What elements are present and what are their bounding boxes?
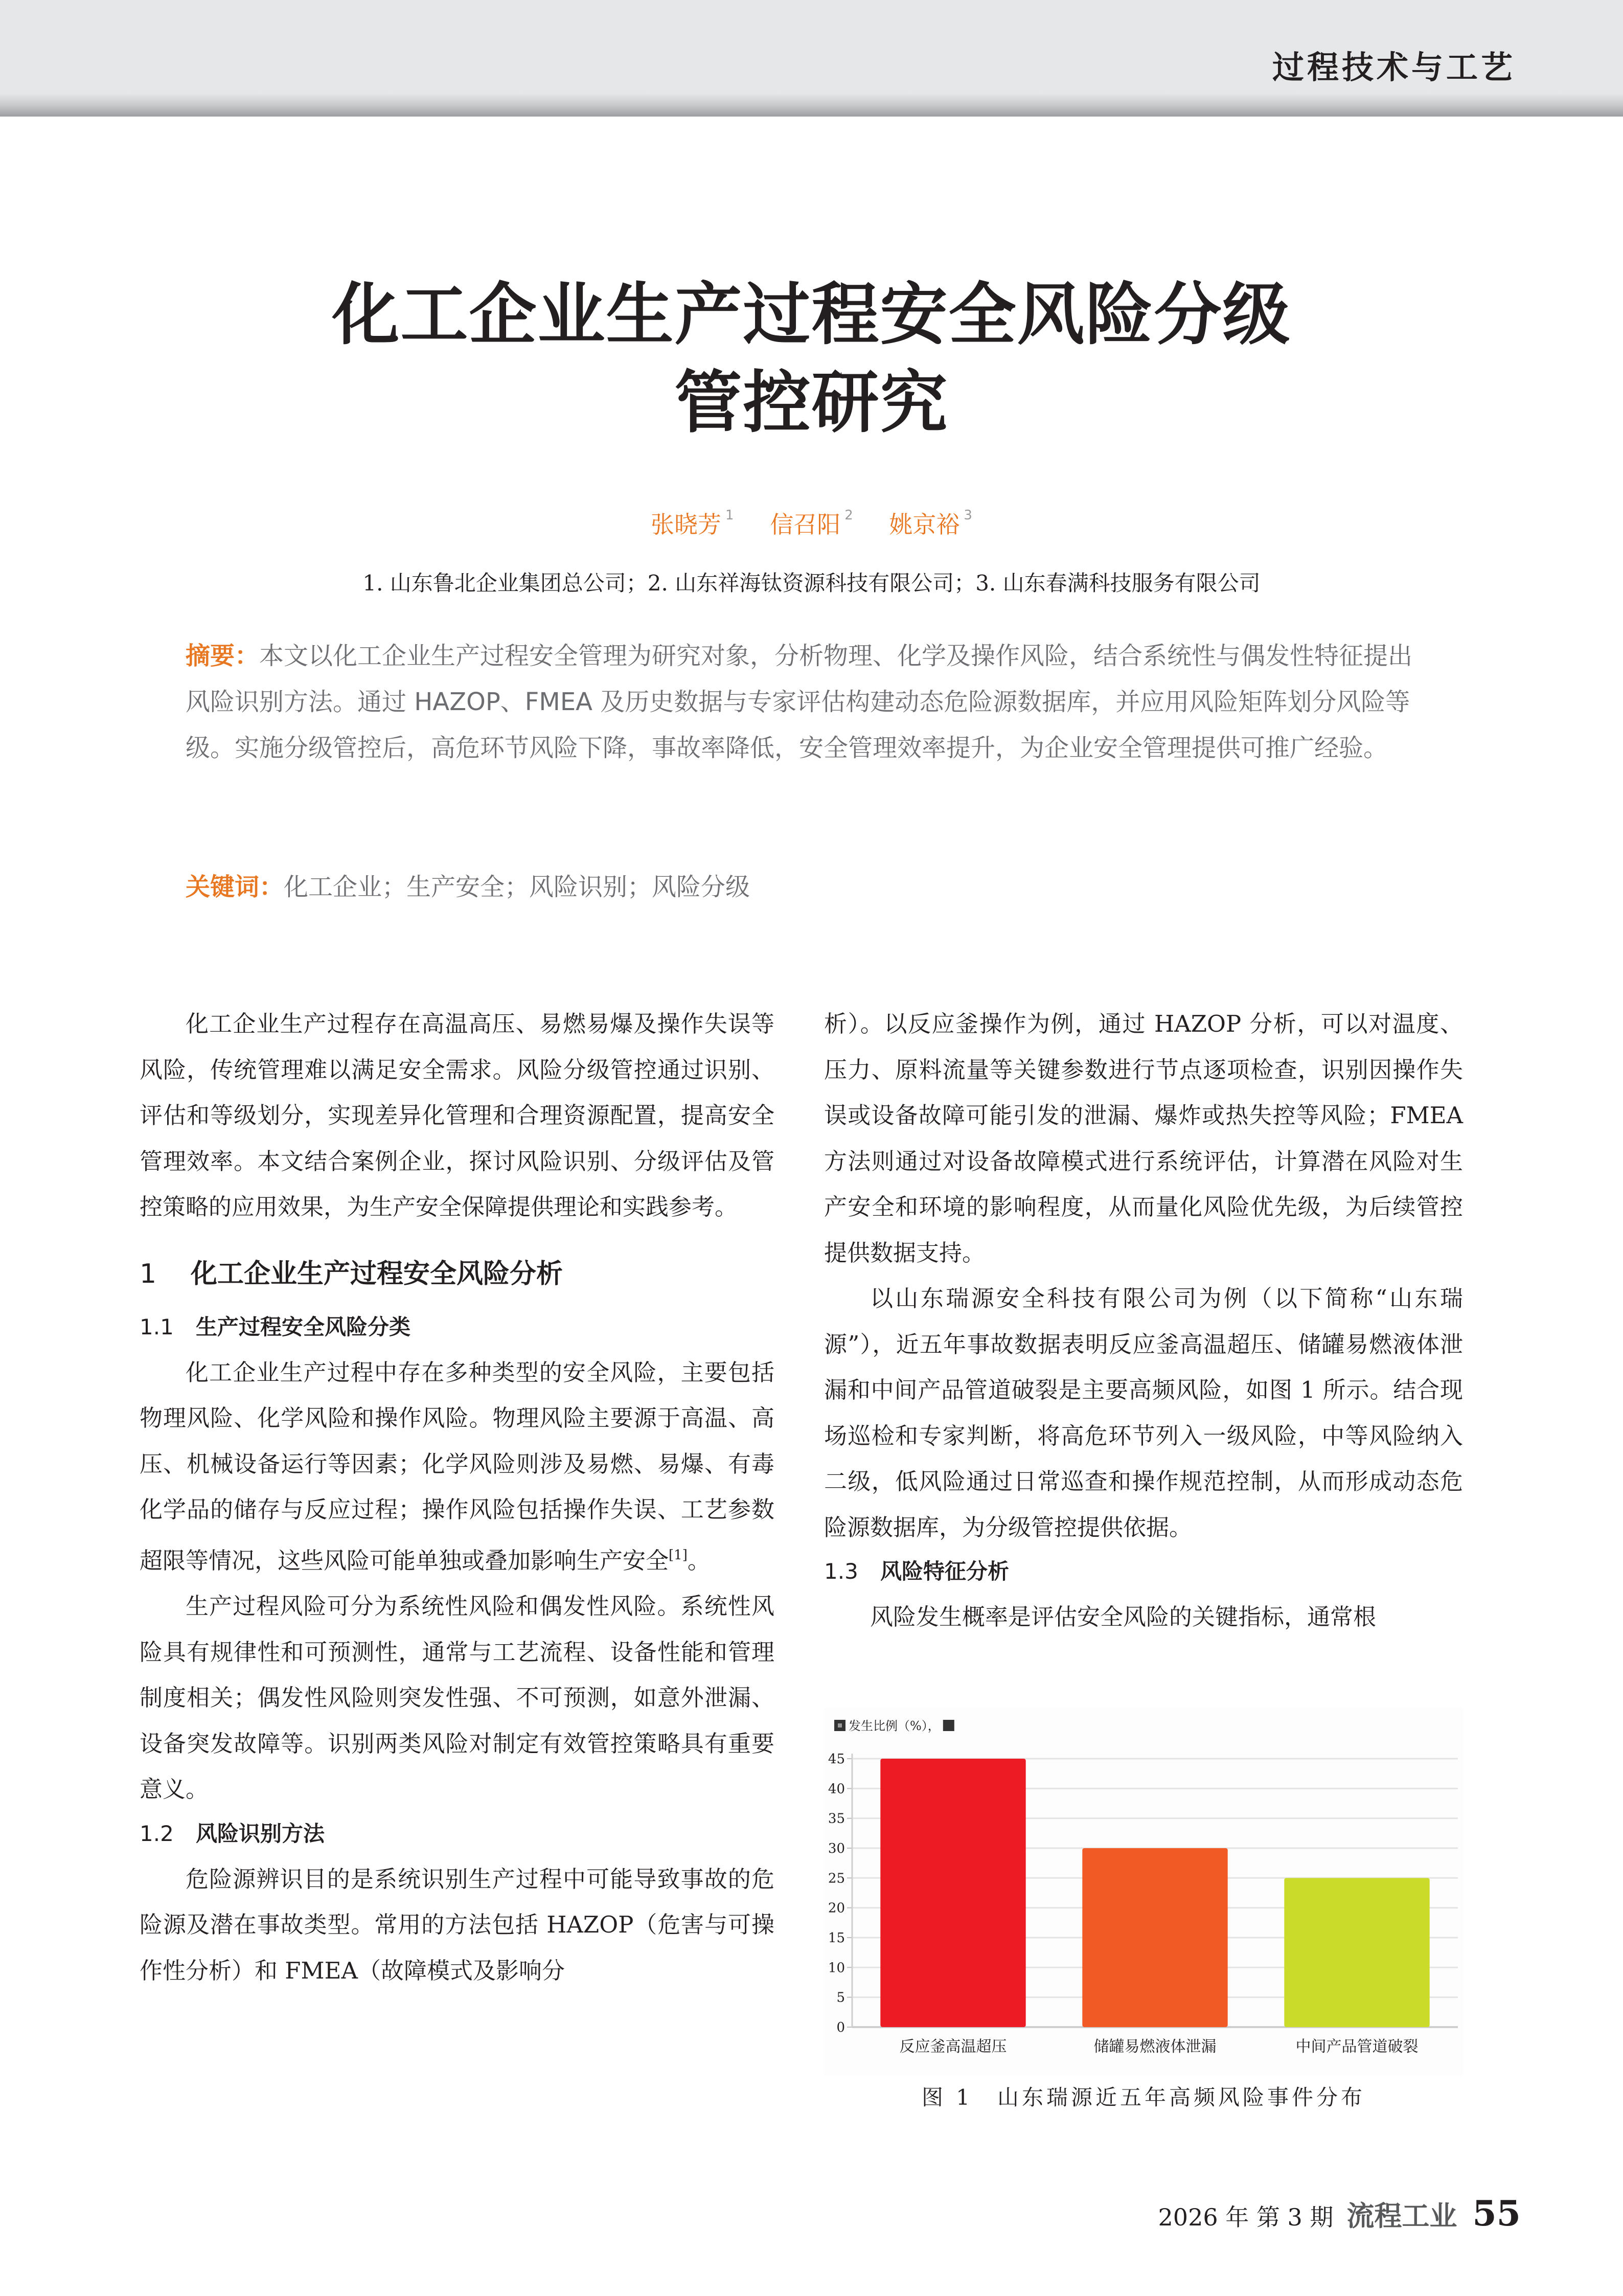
abstract-label: 摘要：: [186, 642, 260, 670]
y-tick-label: 5: [836, 1990, 845, 2006]
journal-name: 流程工业: [1346, 2199, 1457, 2232]
x-tick-label: 反应釜高温超压: [899, 2038, 1007, 2056]
header-bar: [0, 0, 1623, 117]
body-column-left: [140, 1001, 774, 1993]
y-tick-label: 15: [828, 1930, 845, 1946]
paragraph-end: 。: [687, 1547, 711, 1574]
paragraph-1-2-b: 以山东瑞源安全科技有限公司为例（以下简称“山东瑞源”），近五年事故数据表明反应釜高温超压、储罐易燃液体泄漏和中间产品管道破裂是主要高频风险，如图 1 所示。结合现场巡检和专家判断，将高危环节列入一级风险，中等风险纳入二级，低风险通过日常巡查和操作规范控制，从而形成动态危险源数据库，为分级管控提供依据。: [824, 1285, 1463, 1541]
section-number: 1.3: [824, 1559, 858, 1584]
author: [651, 508, 734, 538]
author-affiliation-mark: 1: [725, 508, 734, 523]
section-label: 过程技术与工艺: [1272, 49, 1516, 86]
chart-legend: [834, 1719, 954, 1733]
section-number: 1.1: [140, 1314, 174, 1339]
paragraph-1-3-a: 风险发生概率是评估安全风险的关键指标，通常根: [870, 1603, 1377, 1630]
section-number: 1.2: [140, 1821, 174, 1846]
section-title: 风险特征分析: [880, 1559, 1010, 1584]
y-tick-label: 45: [828, 1752, 845, 1767]
abstract-text: 本文以化工企业生产过程安全管理为研究对象，分析物理、化学及操作风险，结合系统性与偶发性特征提出风险识别方法。通过 HAZOP、FMEA 及历史数据与专家评估构建动态危险源数据库，并应用风险矩阵划分风险等级。实施分级管控后，高危环节风险下降，事故率降低，安全管理效率提升，为企业安全管理提供可推广经验。: [186, 642, 1413, 762]
figure-caption: 图 1 山东瑞源近五年高频风险事件分布: [921, 2085, 1366, 2110]
legend-swatch-inner: [838, 1723, 842, 1727]
y-tick-label: 40: [828, 1781, 845, 1797]
paragraph-1-2-a-continued: 析）。以反应釜操作为例，通过 HAZOP 分析，可以对温度、压力、原料流量等关键参数进行节点逐项检查，识别因操作失误或设备故障可能引发的泄漏、爆炸或热失控等风险；FMEA 方法则通过对设备故障模式进行系统评估，计算潜在风险对生产安全和环境的影响程度，从而量化风险优先级，为后续管控提供数据支持。: [824, 1010, 1463, 1266]
x-tick-label: 中间产品管道破裂: [1295, 2038, 1419, 2056]
y-tick-label: 10: [828, 1960, 845, 1976]
section-heading-1-2: [140, 1818, 774, 1849]
keywords-label: 关键词：: [186, 873, 284, 901]
legend-swatch: [943, 1720, 954, 1731]
article-title-line-2: 管控研究: [674, 363, 949, 442]
affiliations: 1. 山东鲁北企业集团总公司；2. 山东祥海钛资源科技有限公司；3. 山东春满科技服务有限公司: [362, 571, 1261, 596]
bar: [880, 1759, 1025, 2027]
author-affiliation-mark: 3: [964, 508, 972, 523]
legend-label: 发生比例（%），: [849, 1719, 940, 1733]
author-name: 姚京裕: [889, 511, 960, 538]
x-tick-label: 储罐易燃液体泄漏: [1093, 2038, 1217, 2056]
keywords-text: 化工企业；生产安全；风险识别；风险分级: [284, 873, 750, 901]
page-number: 55: [1472, 2193, 1521, 2234]
author: [770, 508, 853, 538]
article-title: [0, 271, 1623, 447]
section-heading-1-3: [824, 1556, 1463, 1587]
author: [889, 508, 972, 538]
author-affiliation-mark: 2: [844, 508, 853, 523]
y-tick-label: 25: [828, 1871, 845, 1886]
paragraph-1-1-a: [140, 1350, 774, 1584]
author-name: 信召阳: [770, 511, 841, 538]
section-title: 化工企业生产过程安全风险分析: [191, 1258, 563, 1289]
figure-1-chart: [824, 1708, 1463, 2076]
y-tick-label: 35: [828, 1811, 845, 1827]
issue-info: 2026 年 第 3 期: [1158, 2203, 1334, 2231]
y-tick-label: 0: [836, 2020, 845, 2035]
bar: [1082, 1848, 1227, 2027]
section-heading-1-1: [140, 1312, 774, 1343]
author-name: 张晓芳: [651, 511, 722, 538]
page-footer: [1158, 2193, 1521, 2234]
section-title: 风险识别方法: [196, 1821, 325, 1846]
section-number: 1: [140, 1258, 157, 1289]
bar: [1284, 1878, 1429, 2027]
body-column-right: [824, 1001, 1463, 1640]
x-axis-labels: [900, 2038, 1419, 2056]
y-tick-label: 30: [828, 1841, 845, 1856]
bar-chart: [824, 1708, 1463, 2076]
author-list: [0, 506, 1623, 540]
paragraph-1-1-b: 生产过程风险可分为系统性风险和偶发性风险。系统性风险具有规律性和可预测性，通常与工艺流程、设备性能和管理制度相关；偶发性风险则突发性强、不可预测，如意外泄漏、设备突发故障等。识别两类风险对制定有效管控策略具有重要意义。: [140, 1593, 774, 1803]
section-heading-1: [140, 1259, 774, 1289]
y-tick-label: 20: [828, 1900, 845, 1916]
keywords: [186, 864, 1423, 910]
section-title: 生产过程安全风险分类: [196, 1314, 411, 1339]
paragraph-text: 化工企业生产过程中存在多种类型的安全风险，主要包括物理风险、化学风险和操作风险。物理风险主要源于高温、高压、机械设备运行等因素；化学风险则涉及易燃、易爆、有毒化学品的储存与反应过程；操作风险包括操作失误、工艺参数超限等情况，这些风险可能单独或叠加影响生产安全: [140, 1358, 774, 1574]
paragraph-1-2-a: 危险源辨识目的是系统识别生产过程中可能导致事故的危险源及潜在事故类型。常用的方法包括 HAZOP（危害与可操作性分析）和 FMEA（故障模式及影响分: [140, 1865, 774, 1984]
intro-paragraph: 化工企业生产过程存在高温高压、易燃易爆及操作失误等风险，传统管理难以满足安全需求。风险分级管控通过识别、评估和等级划分，实现差异化管理和合理资源配置，提高安全管理效率。本文结合案例企业，探讨风险识别、分级评估及管控策略的应用效果，为生产安全保障提供理论和实践参考。: [140, 1010, 774, 1220]
citation-ref[interactable]: [1]: [669, 1547, 688, 1563]
abstract: [186, 633, 1423, 771]
article-title-line-1: 化工企业生产过程安全风险分级: [332, 276, 1291, 354]
